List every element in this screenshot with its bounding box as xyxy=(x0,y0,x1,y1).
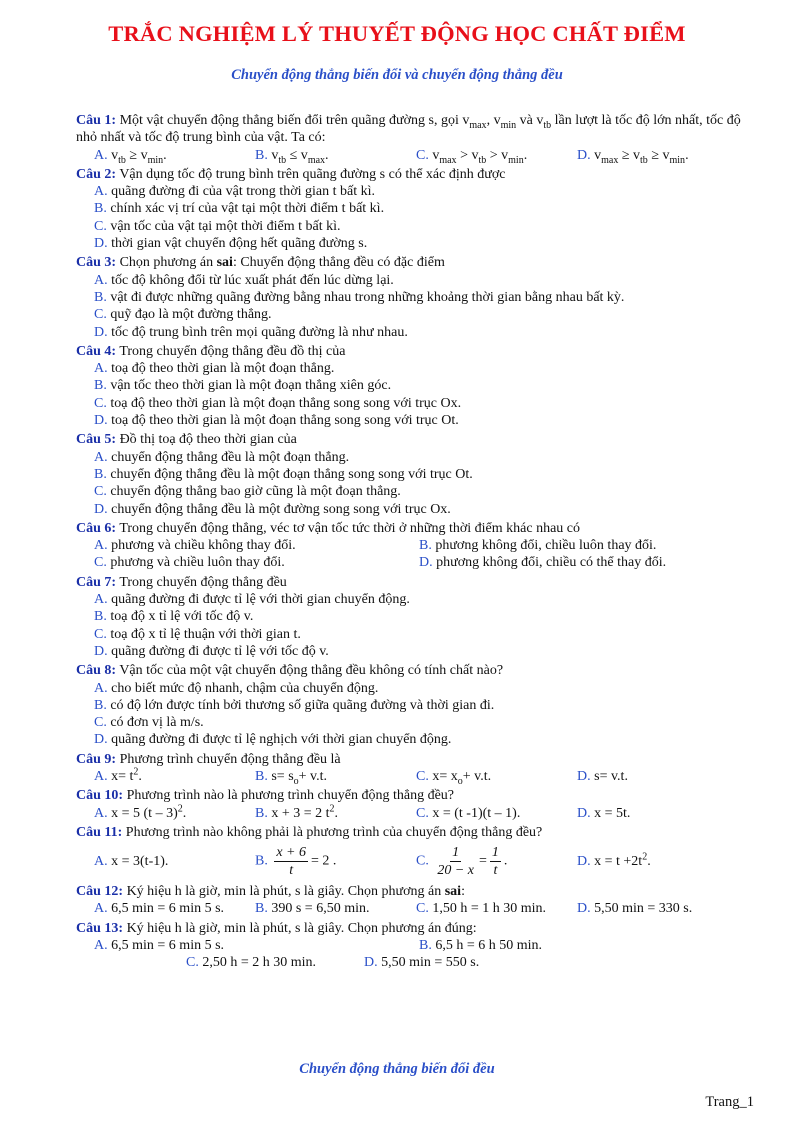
option-a[interactable]: A. chuyển động thẳng đều là một đoạn thẳng. xyxy=(94,449,350,465)
option-a[interactable]: A. $x= t^2$. xyxy=(94,766,142,784)
option-c[interactable]: C. 1,50 h = 1 h 30 min. xyxy=(416,901,547,917)
option-d[interactable]: D. chuyển động thẳng đều là một đường song song với trục Ox. xyxy=(94,501,451,517)
option-b[interactable]: B. toạ độ x tỉ lệ với tốc độ v. xyxy=(94,609,254,625)
option-a[interactable]: A. 6,5 min = 6 min 5 s. xyxy=(94,901,225,917)
option-b[interactable]: B. vận tốc theo thời gian là một đoạn thẳng xiên góc. xyxy=(94,378,392,394)
question-4: Câu 4: Trong chuyển động thẳng đều đồ thị của A. toạ độ theo thời gian là một đoạn thẳng. B. vận tốc theo thời gian là một đoạn thẳng xiên góc. C. toạ độ theo thời gian là một đoạn thẳng song song với trục Ox. D. toạ độ theo thời gian là một đoạn thẳng song song với trục Ot. xyxy=(76,343,764,429)
option-c[interactable]: C. có đơn vị là m/s. xyxy=(94,715,204,731)
fraction: $\frac{1}{t}$ xyxy=(491,844,499,878)
option-a[interactable]: A. x = 3(t-1). xyxy=(94,853,169,869)
option-a[interactable]: A. quãng đường đi của vật trong thời gian t bất kì. xyxy=(94,184,375,200)
fraction: $\frac{x + 6}{t}$ xyxy=(276,844,307,878)
option-a[interactable]: A. tốc độ không đổi từ lúc xuất phát đến lúc dừng lại. xyxy=(94,272,394,288)
option-d[interactable]: D. quãng đường đi được tỉ lệ nghịch với thời gian chuyển động. xyxy=(94,732,452,748)
option-c[interactable]: C. chuyển động thẳng bao giờ cũng là một đoạn thẳng. xyxy=(94,484,401,500)
option-c[interactable]: C. toạ độ theo thời gian là một đoạn thẳng song song với trục Ox. xyxy=(94,395,462,411)
option-b[interactable]: B. có độ lớn được tính bởi thương số giữa quãng đường và thời gian đi. xyxy=(94,697,495,713)
option-b[interactable]: B. vật đi được những quãng đường bằng nhau trong những khoảng thời gian bằng nhau bất kỳ. xyxy=(94,289,625,305)
options-row xyxy=(76,147,764,164)
option-d[interactable]: D. quãng đường đi được tỉ lệ với tốc độ v. xyxy=(94,643,329,659)
question-12: Câu 12: Ký hiệu h là giờ, min là phút, s là giây. Chọn phương án sai: A. 6,5 min = 6 min 5 s. B. 390 s = 6,50 min. C. 1,50 h = 1 h 30 min. D. 5,50 min = 330 s. xyxy=(76,883,764,918)
option-a[interactable]: A. $v_{tb} \ge v_{min}$. xyxy=(94,147,167,166)
option-d[interactable]: D. x = 5t. xyxy=(577,805,631,821)
option-c[interactable]: C. $\frac{1}{20 - x}$ = $\frac{1}{t}$ . xyxy=(416,844,508,878)
question-3: Câu 3: Chọn phương án sai: Chuyển động thẳng đều có đặc điểm A. tốc độ không đổi từ lúc xuất phát đến lúc dừng lại. B. vật đi được những quãng đường bằng nhau trong những khoảng thời gian bằng nhau bất kỳ. C. quỹ đạo là một đường thẳng. D. tốc độ trung bình trên mọi quãng đường là như nhau. xyxy=(76,254,764,340)
option-a[interactable]: A. toạ độ theo thời gian là một đoạn thẳng. xyxy=(94,361,335,377)
page-title: TRẮC NGHIỆM LÝ THUYẾT ĐỘNG HỌC CHẤT ĐIỂM xyxy=(108,21,686,46)
option-b[interactable]: B. 390 s = 6,50 min. xyxy=(255,901,370,917)
option-d[interactable]: D. 5,50 min = 330 s. xyxy=(577,901,693,917)
option-a[interactable]: A. x = 5 (t – 3)$^2$. xyxy=(94,802,187,821)
question-10: Câu 10: Phương trình nào là phương trình chuyển động thẳng đều? A. x = 5 (t – 3)$^2$. B. x + 3 = 2 $t^2$. C. x = (t -1)(t – 1). D. x = 5t. xyxy=(76,787,764,822)
option-a[interactable]: A. cho biết mức độ nhanh, chậm của chuyển động. xyxy=(94,680,379,696)
option-d[interactable]: D. $x = t +2t^2$. xyxy=(577,850,651,869)
option-c[interactable]: C. vận tốc của vật tại một thời điểm t bất kì. xyxy=(94,218,341,234)
option-b[interactable]: B. $\frac{x + 6}{t}$ = 2 . xyxy=(255,844,337,878)
option-c[interactable]: C. x = (t -1)(t – 1). xyxy=(416,805,521,821)
question-11: Câu 11: Phương trình nào không phải là phương trình của chuyển động thẳng đều? A. x = 3(t-1). B. $\frac{x + 6}{t}$ = 2 . C. $\frac{1}{20 - x}$ = $\frac{1}{t}$ . D. $x = t +2t^2$. xyxy=(76,824,764,881)
option-c[interactable]: C. $x= x_o+ v.t$. xyxy=(416,768,492,787)
option-d[interactable]: D. toạ độ theo thời gian là một đoạn thẳng song song với trục Ot. xyxy=(94,413,459,429)
question-6: Câu 6: Trong chuyển động thẳng, véc tơ vận tốc tức thời ở những thời điểm khác nhau có A. phương và chiều không thay đổi. B. phương không đổi, chiều luôn thay đổi. C. phương và chiều luôn thay đổi. D. phương không đổi, chiều có thể thay đổi. xyxy=(76,520,764,572)
option-d[interactable]: D. thời gian vật chuyển động hết quãng đường s. xyxy=(94,236,368,252)
question-1: Câu 1: Một vật chuyển động thẳng biến đổi trên quãng đường s, gọi $v_{max}$, $v_{min}$ và $v_{tb}$ lần lượt là tốc độ lớn nhất, tốc độ nhỏ nhất và tốc độ trung bình của vật. Ta có: A. $v_{tb} \ge v_{min}$. B. $v_{tb} \le v_{max}$. C. $v_{max} > v_{tb} > v_{min}$. D. $v_{max} \ge v_{tb} \ge v_{min}$. xyxy=(76,112,764,164)
option-c[interactable]: C. phương và chiều luôn thay đổi. xyxy=(94,555,285,571)
option-a[interactable]: A. 6,5 min = 6 min 5 s. xyxy=(94,938,225,954)
option-d[interactable]: D. phương không đổi, chiều có thể thay đổi. xyxy=(419,555,667,571)
option-d[interactable]: D. $v_{max} \ge v_{tb} \ge v_{min}$. xyxy=(577,147,689,166)
option-b[interactable]: B. x + 3 = 2 $t^2$. xyxy=(255,802,339,821)
question-7: Câu 7: Trong chuyển động thẳng đều A. quãng đường đi được tỉ lệ với thời gian chuyển động. B. toạ độ x tỉ lệ với tốc độ v. C. toạ độ x tỉ lệ thuận với thời gian t. D. quãng đường đi được tỉ lệ với tốc độ v. xyxy=(76,574,764,660)
option-b[interactable]: B. chính xác vị trí của vật tại một thời điểm t bất kì. xyxy=(94,201,385,217)
option-c[interactable]: C. 2,50 h = 2 h 30 min. xyxy=(186,955,317,971)
option-b[interactable]: B. 6,5 h = 6 h 50 min. xyxy=(419,938,543,954)
option-a[interactable]: A. phương và chiều không thay đổi. xyxy=(94,538,296,554)
option-a[interactable]: A. quãng đường đi được tỉ lệ với thời gian chuyển động. xyxy=(94,592,410,608)
question-8: Câu 8: Vận tốc của một vật chuyển động thẳng đều không có tính chất nào? A. cho biết mức độ nhanh, chậm của chuyển động. B. có độ lớn được tính bởi thương số giữa quãng đường và thời gian đi. C. có đơn vị là m/s. D. quãng đường đi được tỉ lệ nghịch với thời gian chuyển động. xyxy=(76,662,764,748)
question-list xyxy=(76,110,764,972)
option-b[interactable]: B. $s= s_o+ v.t$. xyxy=(255,768,328,787)
section-heading: Chuyển động thẳng biến đổi và chuyển động thẳng đều xyxy=(231,67,563,83)
option-d[interactable]: D. 5,50 min = 550 s. xyxy=(364,955,480,971)
question-2: Câu 2: Vận dụng tốc độ trung bình trên quãng đường s có thể xác định được A. quãng đường đi của vật trong thời gian t bất kì. B. chính xác vị trí của vật tại một thời điểm t bất kì. C. vận tốc của vật tại một thời điểm t bất kì. D. thời gian vật chuyển động hết quãng đường s. xyxy=(76,166,764,252)
option-c[interactable]: C. quỹ đạo là một đường thẳng. xyxy=(94,307,272,323)
section-heading-2: Chuyển động thẳng biến đổi đều xyxy=(299,1061,495,1077)
question-5: Câu 5: Đồ thị toạ độ theo thời gian của A. chuyển động thẳng đều là một đoạn thẳng. B. chuyển động thẳng đều là một đoạn thẳng song song với trục Ot. C. chuyển động thẳng bao giờ cũng là một đoạn thẳng. D. chuyển động thẳng đều là một đường song song với trục Ox. xyxy=(76,431,764,517)
option-b[interactable]: B. chuyển động thẳng đều là một đoạn thẳng song song với trục Ot. xyxy=(94,466,473,482)
option-b[interactable]: B. $v_{tb} \le v_{max}$. xyxy=(255,147,329,166)
option-d[interactable]: D. s= v.t. xyxy=(577,768,628,784)
question-13: Câu 13: Ký hiệu h là giờ, min là phút, s là giây. Chọn phương án đúng: A. 6,5 min = 6 min 5 s. B. 6,5 h = 6 h 50 min. C. 2,50 h = 2 h 30 min. D. 5,50 min = 550 s. xyxy=(76,920,764,972)
option-d[interactable]: D. tốc độ trung bình trên mọi quãng đường là như nhau. xyxy=(94,324,408,340)
fraction: $\frac{1}{20 - x}$ xyxy=(437,844,475,878)
option-b[interactable]: B. phương không đổi, chiều luôn thay đổi. xyxy=(419,538,657,554)
question-9: Câu 9: Phương trình chuyển động thẳng đều là A. $x= t^2$. B. $s= s_o+ v.t$. C. $x= x_o+ v.t$. D. s= v.t. xyxy=(76,751,764,786)
option-c[interactable]: C. toạ độ x tỉ lệ thuận với thời gian t. xyxy=(94,626,301,642)
option-c[interactable]: C. $v_{max} > v_{tb} > v_{min}$. xyxy=(416,147,528,166)
page-number: Trang_1 xyxy=(705,1094,754,1110)
